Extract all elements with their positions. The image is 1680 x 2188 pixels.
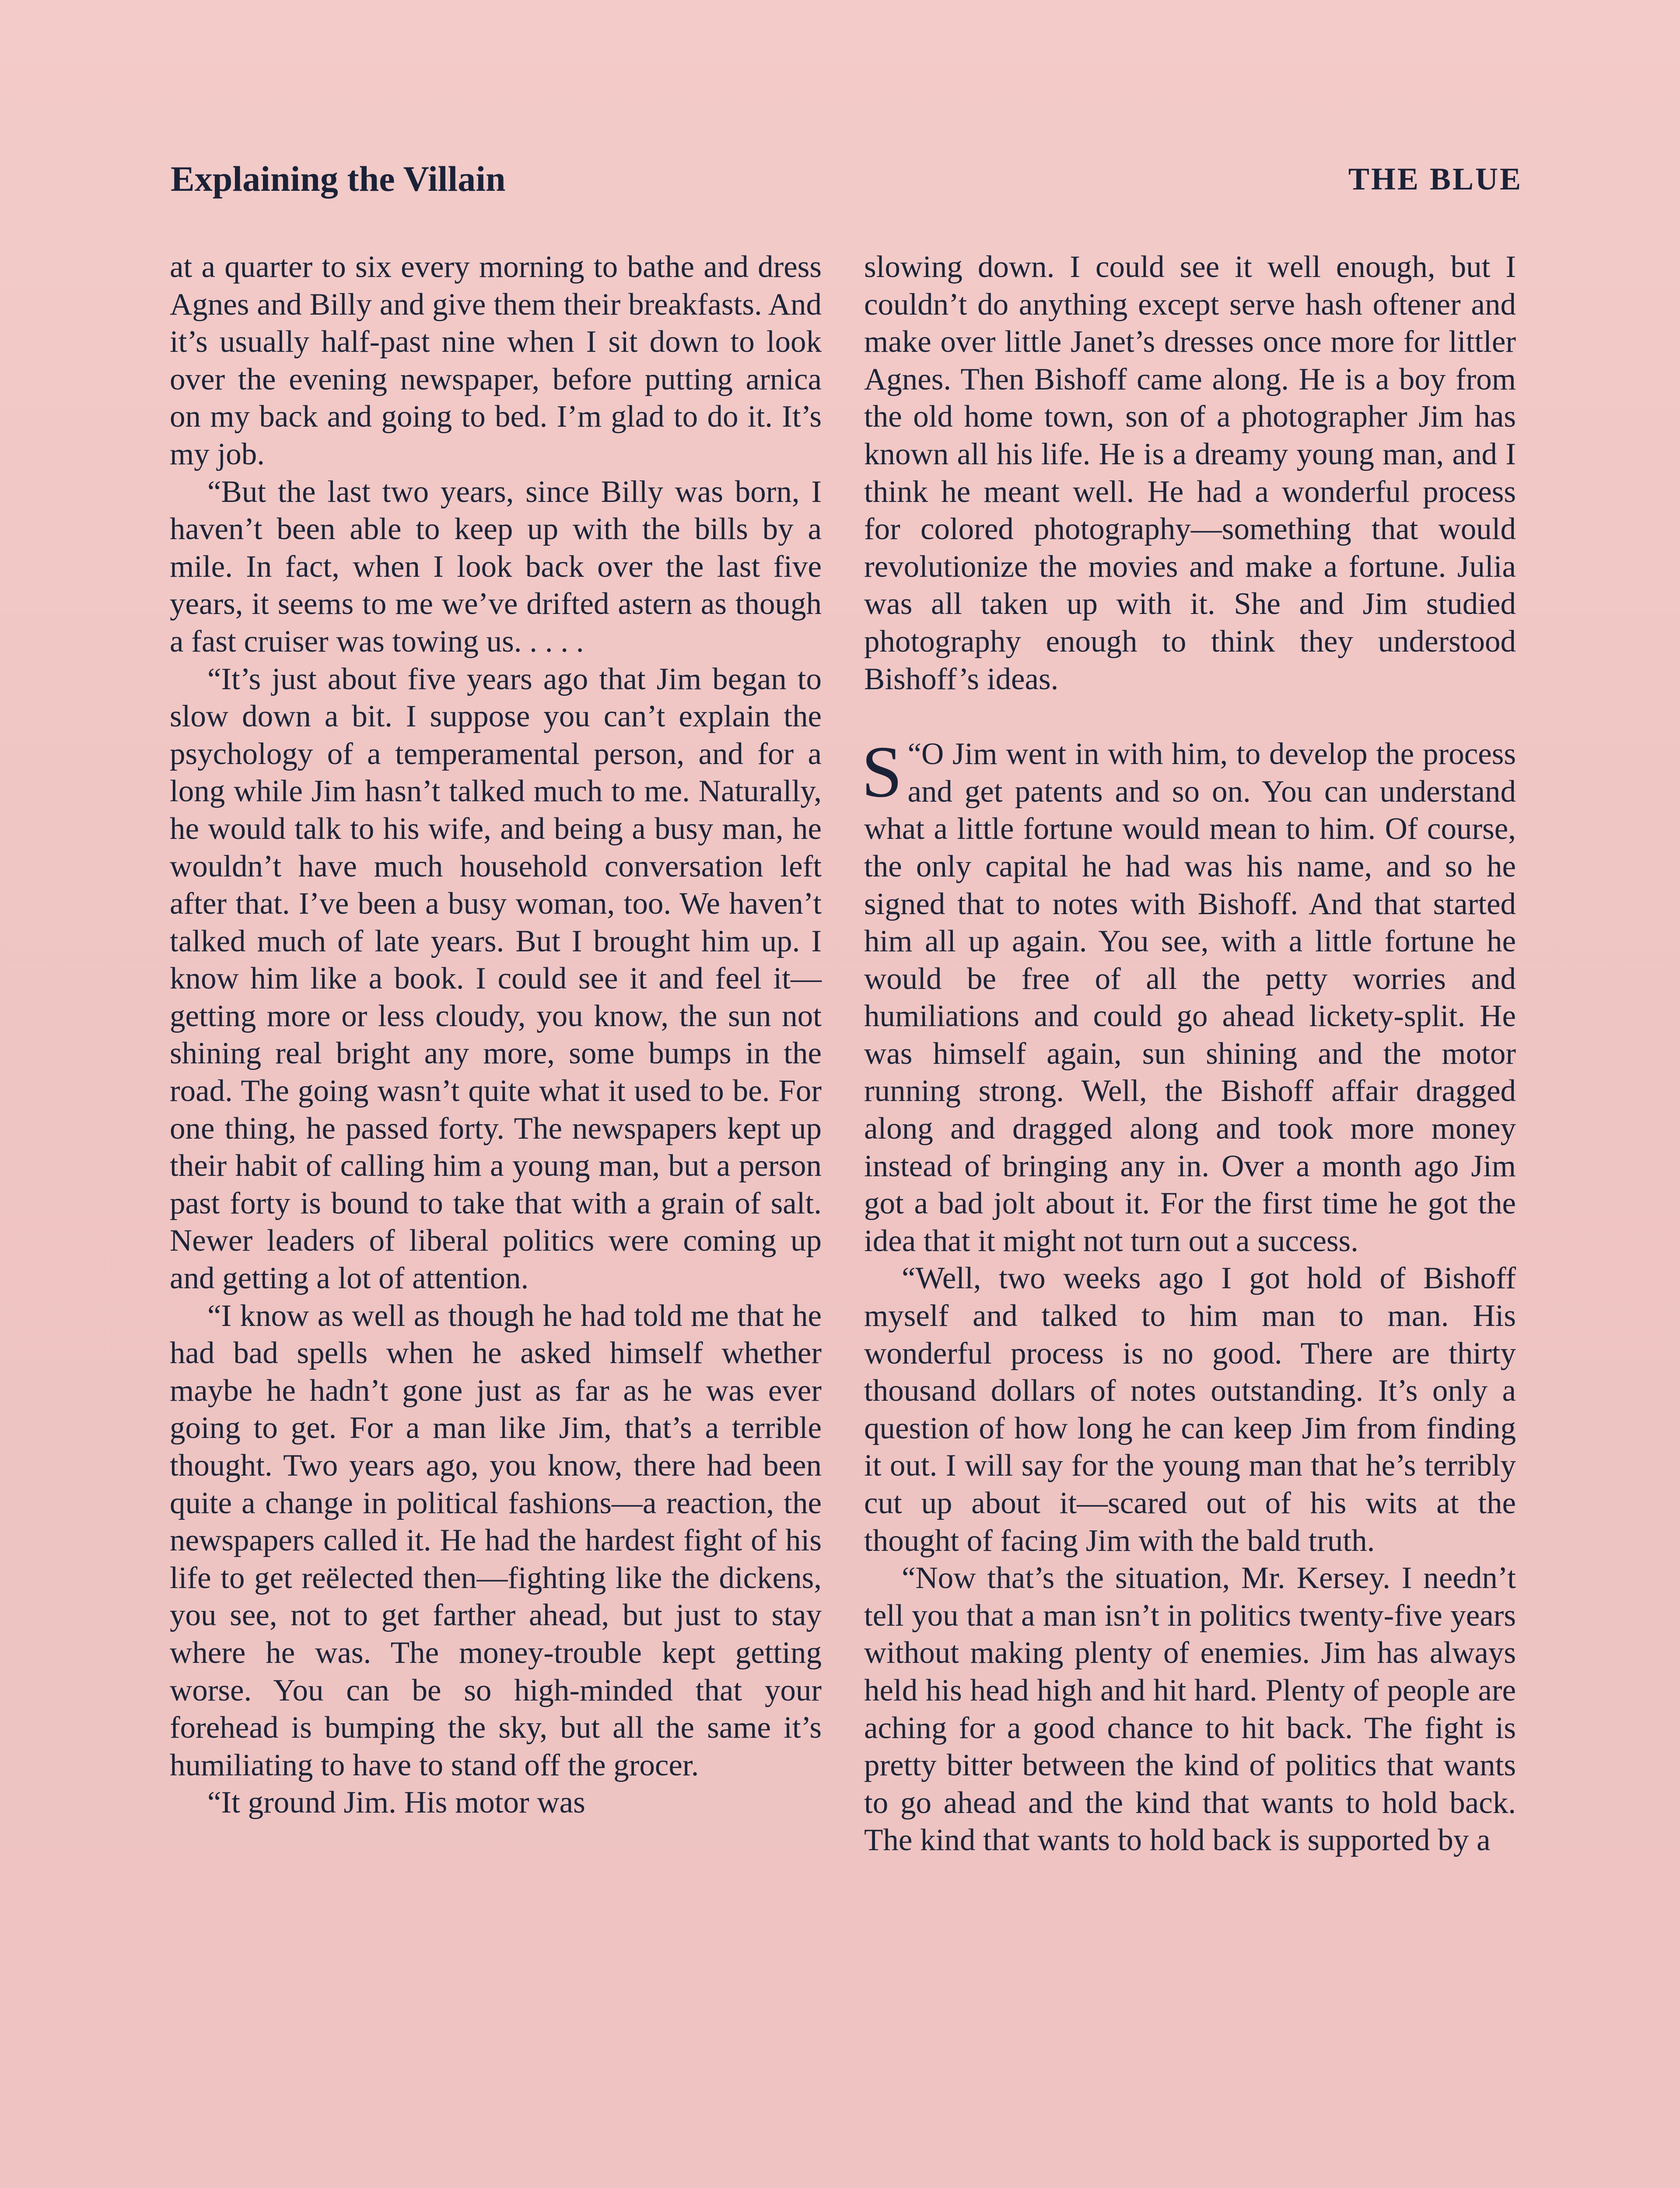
paragraph: “It’s just about five years ago that Jim began to slow down a bit. I suppose you can’t explain the psychology of a temperamental person, and for a long while Jim hasn’t talked much to me. Naturally, he would talk to his wife, and being a busy man, he wouldn’t have much household conversation left after that. I’ve been a busy woman, too. We haven’t talked much of late years. But I brought him up. I know him like a book. I could see it and feel it—getting more or less cloudy, you know, the sun not shining real bright any more, some bumps in the road. The going wasn’t quite what it used to be. For one thing, he passed forty. The newspapers kept up their habit of calling him a young man, but a person past forty is bound to take that with a grain of salt. Newer leaders of liberal politics were coming up and getting a lot of attention. xyxy=(170,662,822,1296)
paragraph: slowing down. I could see it well enough, but I couldn’t do anything except serve hash oftener and make over little Janet’s dresses once more for littler Agnes. Then Bishoff came along. He is a boy from the old home town, son of a photographer Jim has known all his life. He is a dreamy young man, and I think he meant well. He had a wonderful process for colored photography—something that would revolutionize the movies and make a fortune. Julia was all taken up with it. She and Jim studied photography enough to think they understood Bishoff’s ideas. xyxy=(864,250,1516,696)
right-column xyxy=(861,249,1516,1859)
dropcap-paragraph xyxy=(861,731,1516,1260)
paragraph: “It ground Jim. His motor was xyxy=(207,1785,585,1820)
dropcap-letter: S xyxy=(861,731,903,813)
paragraph: “Now that’s the situation, Mr. Kersey. I needn’t tell you that a man isn’t in politics twenty-five years without making plenty of enemies. Jim has always held his head high and hit hard. Plenty of people are aching for a good chance to hit back. The fight is pretty bitter between the kind of politics that wants to go ahead and the kind that wants to hold back. The kind that wants to hold back is supported by a xyxy=(864,1561,1516,1858)
left-column xyxy=(170,249,822,1822)
dropcap-quote: “ xyxy=(907,737,921,771)
dropcap-text: O Jim went in with him, to develop the process and get patents and so on. You can understand what a little fortune would mean to him. Of course, the only capital he had was his name, and so he signed that to notes with Bishoff. And that started him all up again. You see, with a little fortune he would be free of all the petty worries and humiliations and could go ahead lickety-split. He was himself again, sun shining and the motor running strong. Well, the Bishoff affair dragged along and dragged along and took more money instead of bringing any in. Over a month ago Jim got a bad jolt about it. For the first time he got the idea that it might not turn out a success. xyxy=(864,737,1516,1258)
paragraph: “But the last two years, since Billy was born, I haven’t been able to keep up with the bills by a mile. In fact, when I look back over the last five years, it seems to me we’ve drifted astern as though a fast cruiser was towing us. . . . . xyxy=(170,474,822,659)
paragraph: “Well, two weeks ago I got hold of Bishoff myself and talked to him man to man. His wonderful process is no good. There are thirty thousand dollars of notes outstanding. It’s only a question of how long he can keep Jim from finding it out. I will say for the young man that he’s terribly cut up about it—scared out of his wits at the thought of facing Jim with the bald truth. xyxy=(864,1261,1516,1558)
running-head xyxy=(171,158,1522,202)
story-title: Explaining the Villain xyxy=(171,159,506,199)
paragraph: at a quarter to six every morning to bathe and dress Agnes and Billy and give them their breakfasts. And it’s usually half-past nine when I sit down to look over the evening newspaper, before putting arnica on my back and going to bed. I’m glad to do it. It’s my job. xyxy=(170,250,822,471)
magazine-title: THE BLUE xyxy=(1348,161,1522,196)
paragraph: “I know as well as though he had told me that he had bad spells when he asked himself whether maybe he hadn’t gone just as far as he was ever going to get. For a man like Jim, that’s a terrible thought. Two years ago, you know, there had been quite a change in political fashions—a reaction, the newspapers called it. He had the hardest fight of his life to get reëlected then—fighting like the dickens, you see, not to get farther ahead, but just to stay where he was. The money-trouble kept getting worse. You can be so high-minded that your forehead is bumping the sky, but all the same it’s humiliating to have to stand off the grocer. xyxy=(170,1298,822,1782)
